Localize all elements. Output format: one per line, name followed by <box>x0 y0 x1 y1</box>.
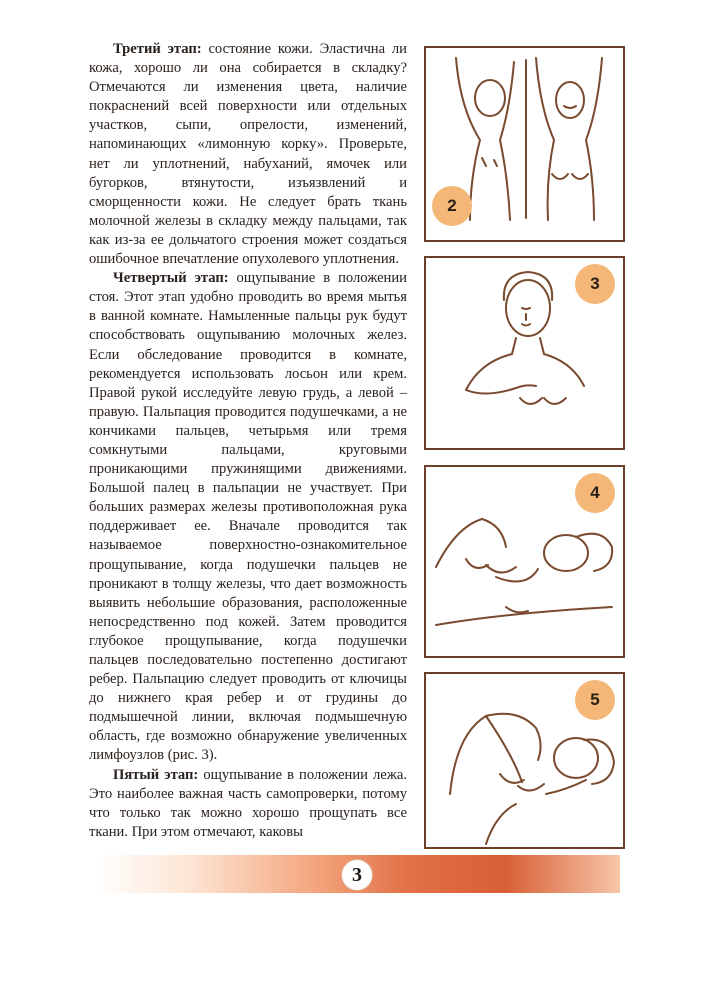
figure-4-panel <box>424 465 625 658</box>
figure-number-badge: 2 <box>432 186 472 226</box>
stage3-paragraph <box>89 40 407 269</box>
stage4-body: ощупывание в положении стоя. Этот этап удобно проводить во время мытья в ванной комнате. Намыленные пальцы рук будут способствовать ощупыванию молочных желез. Если обследование проводится в комнате, рекомендуется использовать лосьон или крем. Правой рукой исследуйте левую грудь, а левой – правую. Пальпация проводится подушечками, а не кончиками пальцев, четырьмя или тремя сомкнутыми пальцами, круговыми проникающими пружинящими движениями. Большой палец в пальпации не участвует. При больших размерах железы противоположная рука поддерживает ее. Вначале проводится так называемое поверхностно-ознакомительное прощупывание, когда подушечки пальцев не проникают в толщу железы, что дает возможность выявить небольшие образования, расположенные непосредственно под кожей. Затем проводится глубокое прощупывание, когда подушечки пальцев последовательно постепенно достигают ребер. Пальпацию следует проводить от ключицы до нижнего края ребер и от грудины до подмышечной линии, включая подмышечную область, где возможно обнаружение увеличенных лимфоузлов (рис. 3). <box>89 270 407 764</box>
figure-3-panel <box>424 256 625 450</box>
body-text-column <box>89 40 407 842</box>
figure-5-panel <box>424 672 625 849</box>
stage3-heading: Третий этап: <box>113 41 202 57</box>
stage5-heading: Пятый этап: <box>113 766 199 783</box>
figure-2-panel <box>424 46 625 242</box>
figure-number-badge: 5 <box>575 680 615 720</box>
stage4-paragraph <box>89 269 407 765</box>
stage3-body: состояние кожи. Эластична ли кожа, хорошо ли она собирается в складку? Отмечаются ли изменения цвета, наличие покраснений всей поверхности или отдельных участков, сыпи, опрелости, изменений, напоминающих «лимонную корку». Проверьте, нет ли уплотнений, набуханий, ямочек или бугорков, втянутости, изъязвлений и сморщенности кожи. Не следует брать ткань молочной железы в складку между пальцами, так как из-за ее дольчатого строения может создаться ошибочное впечатление опухолевого уплотнения. <box>89 41 407 268</box>
stage5-paragraph <box>89 766 407 842</box>
stage4-heading: Четвертый этап: <box>113 270 229 287</box>
page-number: 3 <box>341 859 373 891</box>
stage5-body: ощупывание в положении лежа. Это наиболее важная часть самопроверки, потому что только так можно хорошо прощупать все ткани. При этом отмечают, каковы <box>89 766 407 840</box>
figure-number-badge: 3 <box>575 264 615 304</box>
figure-number-badge: 4 <box>575 473 615 513</box>
